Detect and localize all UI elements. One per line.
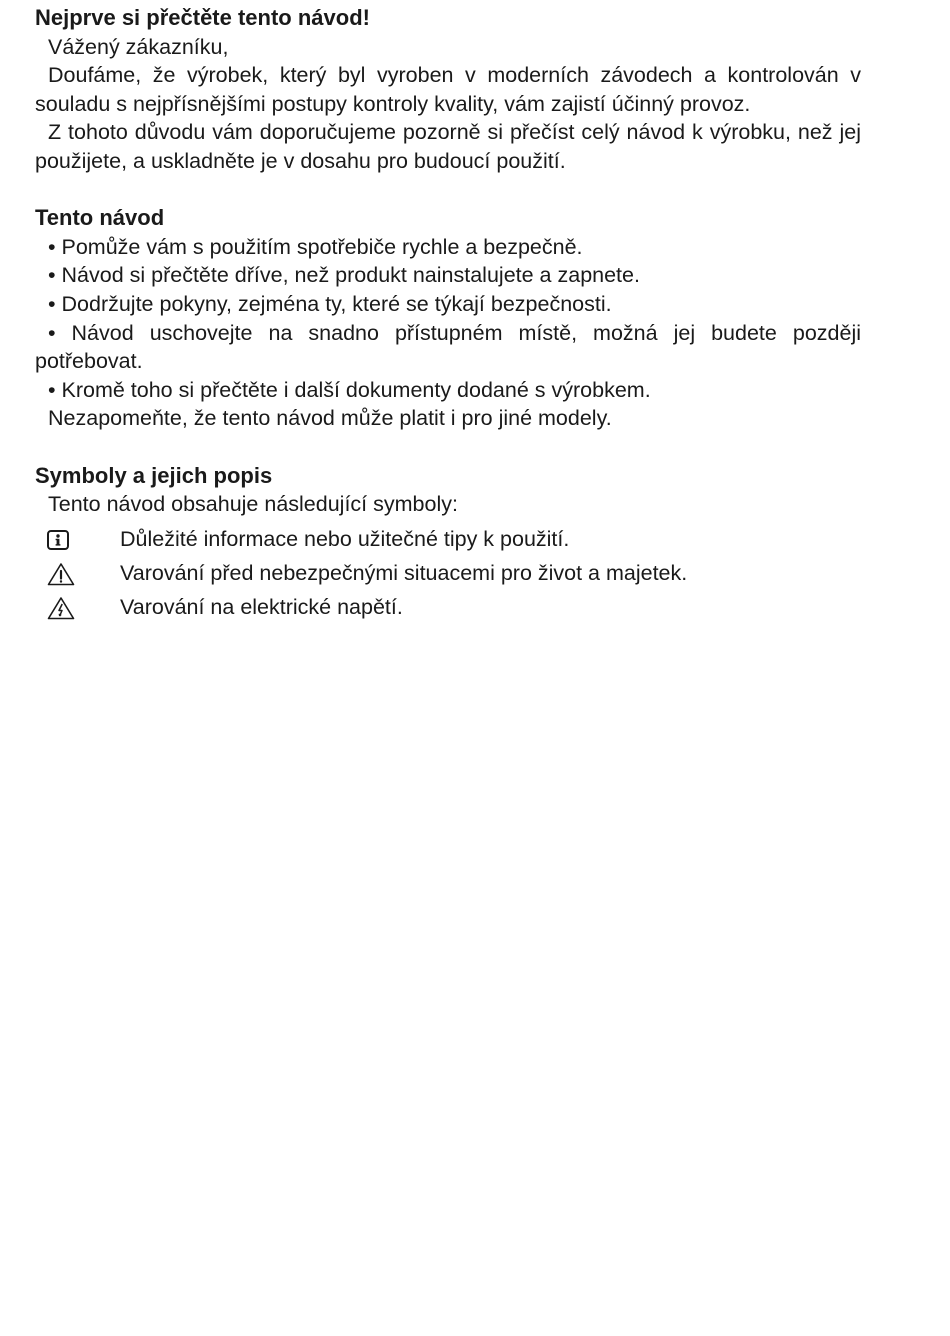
intro-paragraph-1: Doufáme, že výrobek, který byl vyroben v moderních závodech a kontrolován v souladu s nejpřísnějšími postupy kontroly kvality, vám zajistí účinný provoz. [35, 63, 861, 116]
symbols-intro: Tento návod obsahuje následující symboly: [48, 492, 458, 517]
intro-title: Nejprve si přečtěte tento návod! [35, 5, 370, 30]
info-icon [35, 530, 120, 550]
manual-bullet: • Pomůže vám s použitím spotřebiče rychle a bezpečně. [48, 234, 583, 259]
symbol-row-warning [35, 557, 861, 591]
symbol-description: Důležité informace nebo užitečné tipy k použití. [120, 527, 570, 552]
symbol-row-info [35, 523, 861, 557]
manual-bullet: • Návod si přečtěte dříve, než produkt nainstalujete a zapnete. [48, 263, 640, 288]
manual-note: Nezapomeňte, že tento návod může platit i pro jiné modely. [48, 406, 612, 431]
manual-bullet: • Návod uschovejte na snadno přístupném místě, možná jej budete později potřebovat. [35, 320, 861, 374]
manual-bullet: • Kromě toho si přečtěte i další dokumenty dodané s výrobkem. [48, 377, 651, 402]
manual-bullet: • Dodržujte pokyny, zejména ty, které se týkají bezpečnosti. [48, 291, 612, 316]
manual-section-title: Tento návod [35, 205, 165, 231]
electric-warning-icon [35, 596, 120, 620]
intro-paragraph-2: Z tohoto důvodu vám doporučujeme pozorně si přečíst celý návod k výrobku, než jej použijete, a uskladněte je v dosahu pro budoucí použití. [35, 120, 861, 173]
greeting: Vážený zákazníku, [48, 34, 229, 59]
symbol-description: Varování na elektrické napětí. [120, 595, 403, 620]
symbol-description: Varování před nebezpečnými situacemi pro život a majetek. [120, 561, 688, 586]
warning-triangle-icon [35, 562, 120, 586]
symbols-list [35, 523, 861, 625]
manual-page [35, 4, 861, 625]
symbols-section-title: Symboly a jejich popis [35, 462, 273, 488]
symbol-row-electric [35, 591, 861, 625]
